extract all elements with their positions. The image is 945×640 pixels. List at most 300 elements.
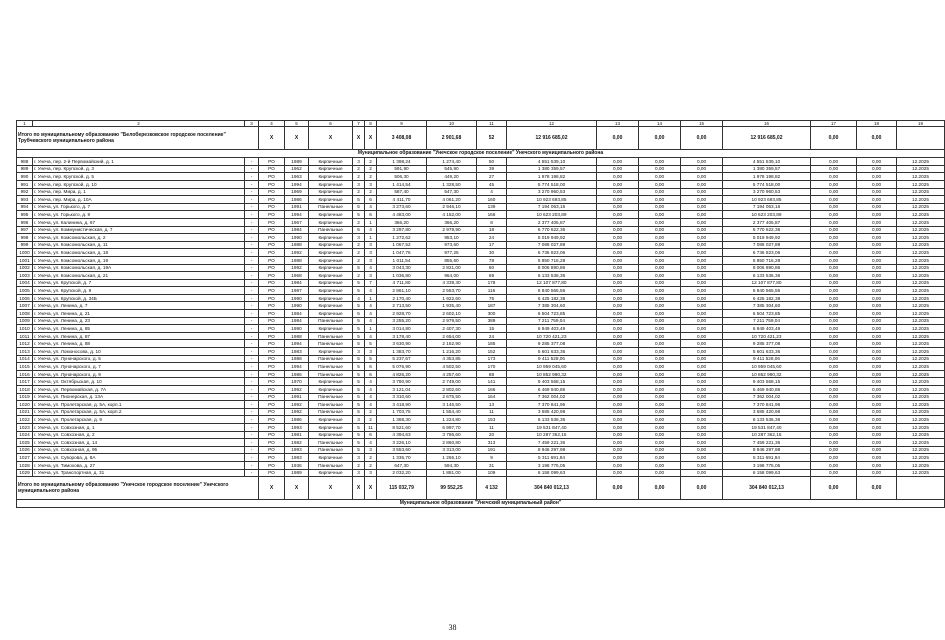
table-cell: 0,00 bbox=[597, 272, 639, 280]
table-cell: 994 bbox=[17, 203, 33, 211]
table-cell: РО bbox=[259, 173, 285, 181]
table-cell: 2 bbox=[365, 416, 377, 424]
table-cell: 300 bbox=[477, 310, 507, 318]
table-cell: - bbox=[245, 294, 259, 302]
table-cell: 591,90 bbox=[377, 165, 427, 173]
table-cell: 5 bbox=[365, 340, 377, 348]
table-cell: 1 011,54 bbox=[377, 256, 427, 264]
table-cell: 953,10 bbox=[427, 234, 477, 242]
table-cell: 389 bbox=[477, 317, 507, 325]
table-cell: 0,00 bbox=[597, 401, 639, 409]
column-number-cell: 18 bbox=[857, 121, 897, 127]
table-cell: 989 bbox=[17, 165, 33, 173]
table-cell: 0,00 bbox=[639, 355, 681, 363]
total-cell: 0,00 bbox=[639, 477, 681, 500]
table-cell: 1 922,60 bbox=[427, 294, 477, 302]
table-cell: 0,00 bbox=[681, 234, 723, 242]
total-cell: 0,00 bbox=[811, 127, 857, 150]
table-cell: Панельные bbox=[309, 408, 353, 416]
table-cell: 0,00 bbox=[681, 461, 723, 469]
table-cell: 12.2025 bbox=[897, 416, 945, 424]
table-cell: 0,00 bbox=[811, 348, 857, 356]
table-cell: РО bbox=[259, 378, 285, 386]
total-cell: 0,00 bbox=[597, 127, 639, 150]
table-cell: 4 711,80 bbox=[377, 279, 427, 287]
table-cell: 24 bbox=[477, 332, 507, 340]
table-cell: 1994 bbox=[285, 340, 309, 348]
table-cell: - bbox=[245, 256, 259, 264]
table-cell: Панельные bbox=[309, 226, 353, 234]
table-cell: 0,00 bbox=[597, 378, 639, 386]
table-cell: 12.2025 bbox=[897, 302, 945, 310]
table-cell: 12.2025 bbox=[897, 355, 945, 363]
table-cell: - bbox=[245, 431, 259, 439]
address-cell: г. Унеча, ул. Луначарского, д. 7 bbox=[33, 363, 245, 371]
table-row bbox=[17, 461, 945, 469]
table-cell: 996 bbox=[17, 218, 33, 226]
table-cell: 2 821,00 bbox=[427, 264, 477, 272]
table-cell: 3 786,60 bbox=[427, 431, 477, 439]
table-cell: 5 bbox=[353, 370, 365, 378]
table-cell: 1025 bbox=[17, 439, 33, 447]
table-cell: 3 121,04 bbox=[377, 386, 427, 394]
table-cell: 0,00 bbox=[857, 310, 897, 318]
table-cell: - bbox=[245, 264, 259, 272]
table-cell: РО bbox=[259, 279, 285, 287]
table-cell: 9 285 377,08 bbox=[723, 340, 811, 348]
table-cell: 0,00 bbox=[857, 355, 897, 363]
table-cell: 0,00 bbox=[639, 363, 681, 371]
table-cell: 9 411 528,06 bbox=[723, 355, 811, 363]
table-cell: 0,00 bbox=[857, 302, 897, 310]
table-cell: 6 bbox=[365, 431, 377, 439]
table-row bbox=[17, 446, 945, 454]
table-cell: РО bbox=[259, 226, 285, 234]
table-cell: 1 368,30 bbox=[377, 416, 427, 424]
table-cell: Кирпичные bbox=[309, 416, 353, 424]
table-cell: 1963 bbox=[285, 173, 309, 181]
table-cell: Кирпичные bbox=[309, 180, 353, 188]
total-cell: 0,00 bbox=[681, 477, 723, 500]
table-cell: 2 bbox=[365, 173, 377, 181]
table-cell: - bbox=[245, 211, 259, 219]
table-cell: РО bbox=[259, 241, 285, 249]
table-cell: 3 418,90 bbox=[377, 401, 427, 409]
table-cell: РО bbox=[259, 325, 285, 333]
table-cell: 5 bbox=[353, 408, 365, 416]
address-cell: г. Унеча, ул. Ленина, д. 21 bbox=[33, 310, 245, 318]
table-cell: РО bbox=[259, 287, 285, 295]
table-cell: 6 770 622,36 bbox=[723, 226, 811, 234]
table-cell: 0,00 bbox=[597, 226, 639, 234]
table-cell: - bbox=[245, 196, 259, 204]
table-cell: Кирпичные bbox=[309, 469, 353, 477]
table-cell: 0,00 bbox=[597, 310, 639, 318]
table-cell: 988 bbox=[17, 158, 33, 166]
table-cell: 5 bbox=[353, 325, 365, 333]
table-cell: 69 bbox=[477, 272, 507, 280]
table-cell: 0,00 bbox=[681, 317, 723, 325]
table-cell: 5 bbox=[353, 310, 365, 318]
total-cell: 0,00 bbox=[857, 127, 897, 150]
table-cell: 9 bbox=[477, 454, 507, 462]
table-cell: 5 bbox=[353, 393, 365, 401]
table-cell: 964,00 bbox=[427, 272, 477, 280]
table-cell: 2 bbox=[365, 408, 377, 416]
table-cell: РО bbox=[259, 408, 285, 416]
table-cell: РО bbox=[259, 386, 285, 394]
table-cell: 6 770 622,36 bbox=[507, 226, 597, 234]
table-cell: 0,00 bbox=[857, 317, 897, 325]
table-cell: РО bbox=[259, 256, 285, 264]
table-cell: 0,00 bbox=[639, 203, 681, 211]
table-cell: 12.2025 bbox=[897, 348, 945, 356]
table-cell: 5 bbox=[353, 226, 365, 234]
table-cell: 12.2025 bbox=[897, 196, 945, 204]
table-cell: 5 bbox=[353, 211, 365, 219]
table-cell: 2 946,10 bbox=[427, 203, 477, 211]
table-cell: 993 bbox=[17, 196, 33, 204]
table-cell: РО bbox=[259, 461, 285, 469]
table-cell: 587,40 bbox=[377, 188, 427, 196]
table-cell: 185 bbox=[477, 340, 507, 348]
table-cell: 1970 bbox=[285, 378, 309, 386]
table-cell: РО bbox=[259, 310, 285, 318]
table-cell: 10 959 045,60 bbox=[507, 363, 597, 371]
address-cell: г. Унеча, ул. Тимохова, д. 27 bbox=[33, 461, 245, 469]
table-cell: 1 935,40 bbox=[427, 302, 477, 310]
table-cell: 3 bbox=[353, 234, 365, 242]
table-cell: 0,00 bbox=[639, 234, 681, 242]
table-cell: Кирпичные bbox=[309, 272, 353, 280]
table-cell: 3 bbox=[365, 469, 377, 477]
table-cell: 4 bbox=[365, 378, 377, 386]
table-cell: 12.2025 bbox=[897, 211, 945, 219]
table-cell: 0,00 bbox=[597, 439, 639, 447]
table-cell: 9 285 377,08 bbox=[507, 340, 597, 348]
table-cell: 152 bbox=[477, 348, 507, 356]
total-cell: X bbox=[365, 477, 377, 500]
table-cell: 50 bbox=[477, 158, 507, 166]
address-cell: г. Унеча, ул. Крупской, д. 7 bbox=[33, 279, 245, 287]
total-cell: 0,00 bbox=[857, 477, 897, 500]
table-cell: 5 bbox=[353, 279, 365, 287]
table-row bbox=[17, 370, 945, 378]
address-cell: г. Унеча, ул. Горького, д. 7 bbox=[33, 203, 245, 211]
address-cell: г. Унеча, ул. Луначарского, д. 5 bbox=[33, 355, 245, 363]
table-cell: 0,00 bbox=[681, 256, 723, 264]
table-cell: 1 272,62 bbox=[377, 234, 427, 242]
table-cell: 0,00 bbox=[639, 188, 681, 196]
table-cell: Кирпичные bbox=[309, 423, 353, 431]
table-cell: 187 bbox=[477, 302, 507, 310]
table-cell: 1994 bbox=[285, 363, 309, 371]
table-cell: 4 bbox=[365, 386, 377, 394]
table-row bbox=[17, 348, 945, 356]
table-cell: 1026 bbox=[17, 446, 33, 454]
table-cell: 13 bbox=[477, 401, 507, 409]
table-cell: 1 bbox=[365, 325, 377, 333]
table-cell: 0,00 bbox=[681, 241, 723, 249]
table-cell: РО bbox=[259, 294, 285, 302]
total-cell: 99 552,25 bbox=[427, 477, 477, 500]
table-cell: 0,00 bbox=[597, 348, 639, 356]
table-cell: 170 bbox=[477, 363, 507, 371]
table-cell: 0,00 bbox=[857, 469, 897, 477]
table-cell: 3 553,60 bbox=[377, 446, 427, 454]
table-cell: РО bbox=[259, 423, 285, 431]
table-cell: 0,00 bbox=[597, 408, 639, 416]
table-cell: 4 bbox=[365, 310, 377, 318]
table-cell: 1019 bbox=[17, 393, 33, 401]
total-cell: X bbox=[309, 477, 353, 500]
table-cell: 855,60 bbox=[427, 256, 477, 264]
table-cell: 0,00 bbox=[681, 226, 723, 234]
section-row-bottom bbox=[17, 500, 945, 508]
table-cell: 0,00 bbox=[597, 287, 639, 295]
table-cell: 10 287 362,15 bbox=[507, 431, 597, 439]
address-cell: г. Унеча, ул. Ленина, д. 85 bbox=[33, 325, 245, 333]
table-cell: 0,00 bbox=[811, 370, 857, 378]
table-cell: 0,00 bbox=[597, 325, 639, 333]
table-cell: 1992 bbox=[285, 264, 309, 272]
table-cell: 2 bbox=[353, 272, 365, 280]
address-cell: г. Унеча, ул. Ленина, д. 87 bbox=[33, 332, 245, 340]
table-cell: 0,00 bbox=[857, 446, 897, 454]
address-cell: г. Унеча, ул. Совхозная, д. 14 bbox=[33, 439, 245, 447]
table-cell: РО bbox=[259, 340, 285, 348]
address-cell: г. Унеча, пер. Крупской, д. 5 bbox=[33, 173, 245, 181]
table-cell: 0,00 bbox=[597, 446, 639, 454]
table-cell: 0,00 bbox=[597, 461, 639, 469]
table-cell: 5 bbox=[353, 363, 365, 371]
table-row bbox=[17, 256, 945, 264]
table-cell: РО bbox=[259, 165, 285, 173]
table-cell: 1962 bbox=[285, 165, 309, 173]
table-cell: 6 425 182,38 bbox=[507, 294, 597, 302]
table-cell: - bbox=[245, 180, 259, 188]
address-cell: г. Унеча, ул. Комсомольская, д. 18 bbox=[33, 249, 245, 257]
table-cell: 0,00 bbox=[681, 431, 723, 439]
table-cell: 5 bbox=[353, 196, 365, 204]
housing-register-table bbox=[16, 120, 945, 508]
table-cell: 1992 bbox=[285, 249, 309, 257]
table-row bbox=[17, 211, 945, 219]
table-cell: 0,00 bbox=[811, 461, 857, 469]
address-cell: г. Унеча, ул. Луначарского, д. 9 bbox=[33, 370, 245, 378]
table-cell: 0,00 bbox=[597, 241, 639, 249]
table-cell: 0,00 bbox=[639, 423, 681, 431]
table-cell: 5 601 633,36 bbox=[723, 348, 811, 356]
table-cell: 10 287 362,15 bbox=[723, 431, 811, 439]
table-cell: 2 bbox=[353, 165, 365, 173]
table-cell: 1028 bbox=[17, 461, 33, 469]
table-cell: - bbox=[245, 340, 259, 348]
table-row bbox=[17, 226, 945, 234]
table-cell: 5 850 716,28 bbox=[723, 256, 811, 264]
total-cell: 52 bbox=[477, 127, 507, 150]
table-cell: - bbox=[245, 158, 259, 166]
total-cell: 4 132 bbox=[477, 477, 507, 500]
table-cell: 2 713,50 bbox=[377, 302, 427, 310]
table-cell: 0,00 bbox=[597, 340, 639, 348]
table-cell: - bbox=[245, 461, 259, 469]
table-row bbox=[17, 332, 945, 340]
table-cell: 3 270 960,53 bbox=[507, 188, 597, 196]
table-cell: 0,00 bbox=[857, 287, 897, 295]
table-cell: 997 bbox=[17, 226, 33, 234]
table-cell: - bbox=[245, 439, 259, 447]
table-cell: 12.2025 bbox=[897, 173, 945, 181]
table-cell: 2 602,10 bbox=[427, 310, 477, 318]
table-cell: 0,00 bbox=[857, 393, 897, 401]
table-cell: 0,00 bbox=[597, 158, 639, 166]
table-cell: 109 bbox=[477, 469, 507, 477]
table-cell: 0,00 bbox=[597, 370, 639, 378]
table-cell: 164 bbox=[477, 393, 507, 401]
table-cell: - bbox=[245, 332, 259, 340]
column-number-cell: 17 bbox=[811, 121, 857, 127]
column-number-cell: 8 bbox=[365, 121, 377, 127]
table-cell: 0,00 bbox=[857, 264, 897, 272]
table-row bbox=[17, 386, 945, 394]
table-cell: 173 bbox=[477, 355, 507, 363]
table-cell: - bbox=[245, 393, 259, 401]
table-cell: - bbox=[245, 355, 259, 363]
table-cell: РО bbox=[259, 370, 285, 378]
table-cell: 999 bbox=[17, 241, 33, 249]
table-cell: - bbox=[245, 188, 259, 196]
table-cell: 2 553,70 bbox=[427, 287, 477, 295]
table-cell: 141 bbox=[477, 378, 507, 386]
table-cell: 3 685 420,98 bbox=[723, 408, 811, 416]
total-row-bottom bbox=[17, 477, 945, 500]
table-cell: 1 398,24 bbox=[377, 158, 427, 166]
table-cell: 1003 bbox=[17, 272, 33, 280]
table-cell: 6 504 723,85 bbox=[723, 310, 811, 318]
table-cell: 11 bbox=[365, 423, 377, 431]
total-cell: 0,00 bbox=[681, 127, 723, 150]
table-cell: 3 178,40 bbox=[377, 332, 427, 340]
section-title: Муниципальное образование "Унечское городское поселение" Унечского муниципального района bbox=[17, 150, 945, 158]
table-cell: Кирпичные bbox=[309, 454, 353, 462]
table-cell: 5 850 716,28 bbox=[507, 256, 597, 264]
table-cell: 0,00 bbox=[681, 386, 723, 394]
table-cell: 3 146,50 bbox=[427, 401, 477, 409]
table-cell: 0,00 bbox=[681, 287, 723, 295]
table-cell: 995 bbox=[17, 211, 33, 219]
table-cell: 1993 bbox=[285, 423, 309, 431]
table-cell: 5 bbox=[353, 355, 365, 363]
table-cell: 1000 bbox=[17, 249, 33, 257]
table-cell: 5 076,90 bbox=[377, 363, 427, 371]
data-rows bbox=[17, 158, 945, 477]
table-cell: 39 bbox=[477, 165, 507, 173]
table-cell: 1 216,20 bbox=[427, 348, 477, 356]
table-cell: 0,00 bbox=[681, 370, 723, 378]
table-cell: 0,00 bbox=[811, 416, 857, 424]
table-cell: 0,00 bbox=[597, 211, 639, 219]
table-cell: 8 946 297,98 bbox=[723, 446, 811, 454]
section-title: Муниципальное образование "Унечский муниципальный район" bbox=[17, 500, 945, 508]
table-cell: 5 237,67 bbox=[377, 355, 427, 363]
table-cell: 0,00 bbox=[811, 310, 857, 318]
table-cell: 0,00 bbox=[811, 256, 857, 264]
table-cell: Панельные bbox=[309, 461, 353, 469]
table-cell: 973,60 bbox=[427, 241, 477, 249]
table-cell: 0,00 bbox=[597, 173, 639, 181]
table-cell: 0,00 bbox=[681, 454, 723, 462]
table-row bbox=[17, 294, 945, 302]
table-cell: РО bbox=[259, 211, 285, 219]
table-cell: 0,00 bbox=[811, 234, 857, 242]
table-cell: 0,00 bbox=[597, 203, 639, 211]
table-cell: РО bbox=[259, 317, 285, 325]
table-cell: 0,00 bbox=[597, 264, 639, 272]
table-cell: - bbox=[245, 218, 259, 226]
table-cell: Кирпичные bbox=[309, 234, 353, 242]
table-cell: 2 bbox=[353, 173, 365, 181]
table-cell: 0,00 bbox=[597, 469, 639, 477]
table-cell: 0,00 bbox=[639, 211, 681, 219]
table-cell: - bbox=[245, 348, 259, 356]
table-cell: 1029 bbox=[17, 469, 33, 477]
table-cell: 0,00 bbox=[639, 348, 681, 356]
table-cell: 2 bbox=[353, 461, 365, 469]
table-cell: 0,00 bbox=[681, 378, 723, 386]
table-cell: 3 bbox=[365, 256, 377, 264]
table-cell: 1002 bbox=[17, 264, 33, 272]
table-cell: 0,00 bbox=[857, 439, 897, 447]
table-cell: 2 860,80 bbox=[427, 439, 477, 447]
table-cell: 6 469 940,86 bbox=[507, 386, 597, 394]
address-cell: г. Унеча, ул. Октябрьская, д. 10 bbox=[33, 378, 245, 386]
table-cell: 12.2025 bbox=[897, 408, 945, 416]
table-cell: 12.2025 bbox=[897, 363, 945, 371]
table-cell: 4 257,60 bbox=[427, 370, 477, 378]
address-cell: г. Унеча, ул. Пролетарская, д. 9 bbox=[33, 416, 245, 424]
table-cell: 0,00 bbox=[857, 378, 897, 386]
table-cell: 4 394,63 bbox=[377, 431, 427, 439]
table-cell: РО bbox=[259, 469, 285, 477]
column-number-cell: 12 bbox=[507, 121, 597, 127]
table-cell: 1 336,70 bbox=[377, 454, 427, 462]
table-cell: 12.2025 bbox=[897, 203, 945, 211]
table-cell: Кирпичные bbox=[309, 431, 353, 439]
table-cell: 647,30 bbox=[377, 461, 427, 469]
table-cell: 4 339,30 bbox=[427, 279, 477, 287]
table-row bbox=[17, 180, 945, 188]
table-cell: - bbox=[245, 302, 259, 310]
table-cell: 0,00 bbox=[811, 173, 857, 181]
total-cell: X bbox=[285, 477, 309, 500]
table-cell: 2 861,10 bbox=[377, 287, 427, 295]
table-cell: 0,00 bbox=[681, 416, 723, 424]
address-cell: г. Унеча, ул. Ленина, д. 88 bbox=[33, 340, 245, 348]
table-cell: - bbox=[245, 325, 259, 333]
table-cell: 3 bbox=[353, 454, 365, 462]
table-cell: 1990 bbox=[285, 234, 309, 242]
table-cell: 0,00 bbox=[811, 279, 857, 287]
table-cell: 10 923 693,85 bbox=[723, 196, 811, 204]
table-cell: 0,00 bbox=[639, 446, 681, 454]
table-cell: 0,00 bbox=[681, 173, 723, 181]
table-cell: 1967 bbox=[285, 218, 309, 226]
table-cell: 4 353,85 bbox=[427, 355, 477, 363]
table-cell: 6 158 099,63 bbox=[723, 469, 811, 477]
table-cell: 0,00 bbox=[639, 158, 681, 166]
table-cell: 1986 bbox=[285, 196, 309, 204]
